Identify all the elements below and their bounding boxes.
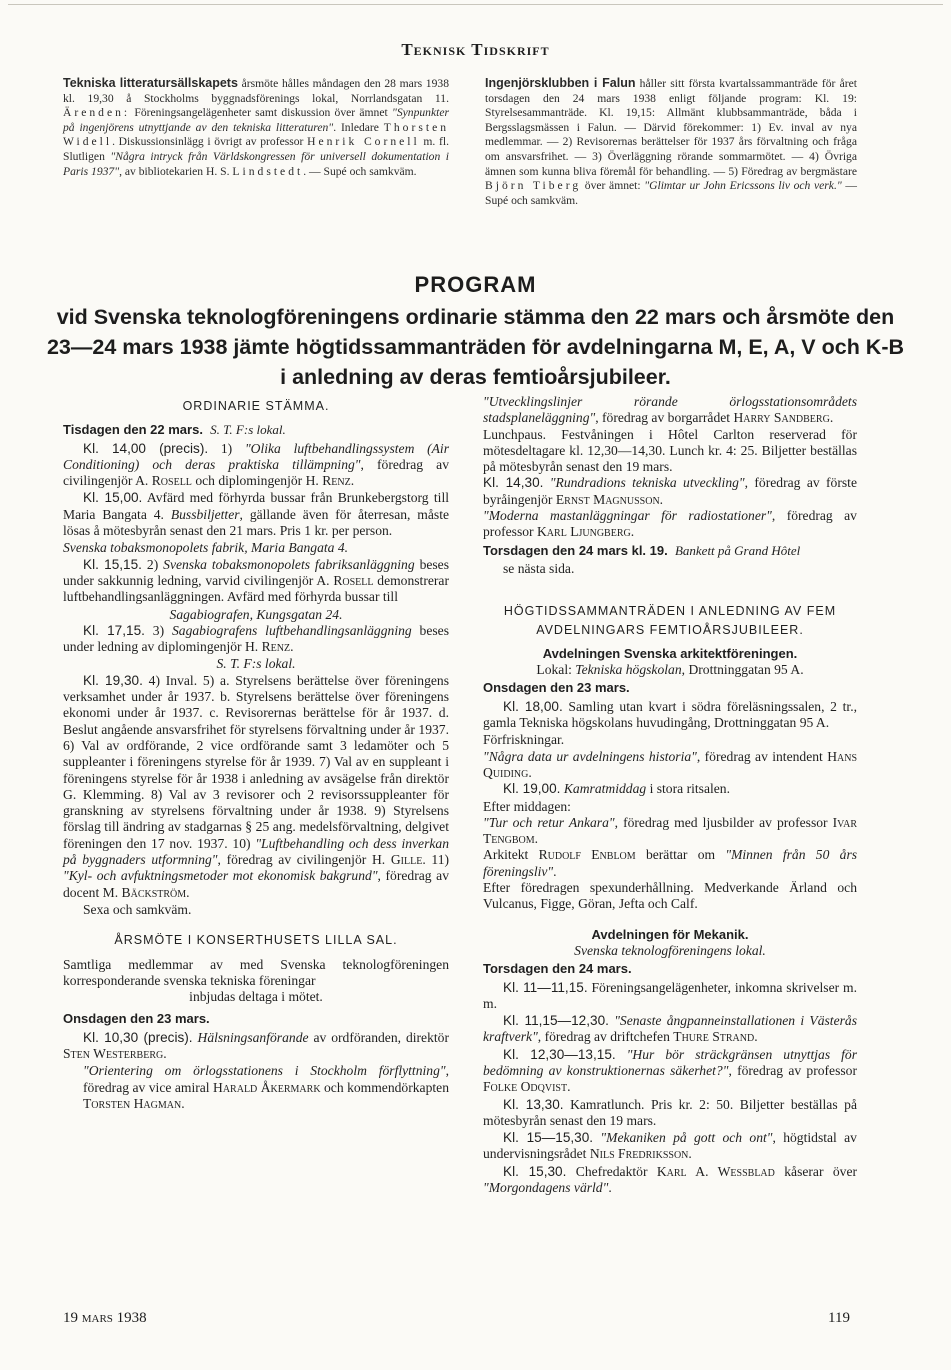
location: Tekniska högskolan: [575, 662, 682, 678]
text: Kamratlunch. Pris kr. 2: 50. Biljetter beställas på mötesbyrån senast den 19 mars.: [483, 1096, 857, 1128]
location-line: [63, 607, 449, 623]
agenda-item: [63, 441, 449, 490]
day-label: Torsdagen den 24 mars kl. 19.: [483, 542, 668, 558]
text: Chefredaktör: [566, 1163, 657, 1179]
time: Kl. 19,30.: [83, 672, 143, 688]
intro-text: inbjudas deltaga i mötet.: [189, 989, 323, 1005]
text: och diplomingenjör H.: [191, 473, 323, 489]
location-line: [483, 662, 857, 678]
section-heading: ÅRSMÖTE I KONSERTHUSETS LILLA SAL.: [114, 933, 398, 948]
text-line: Efter föredragen spexunderhållning. Medverkande Ärland och Vulcanus, Figge, Göran, Jefta och Calf.: [483, 880, 857, 912]
org-name: Ingenjörsklubben i Falun: [485, 76, 636, 90]
text: .: [608, 1180, 612, 1196]
text: .: [829, 410, 834, 426]
time: Kl. 11—11,15.: [503, 979, 588, 995]
text: och kommendörkapten: [320, 1079, 449, 1095]
text: , föredrag av vice amiral: [83, 1063, 449, 1095]
person-name: Lindstedt: [232, 164, 304, 178]
day-heading: Onsdagen den 23 mars.: [483, 680, 630, 696]
text: .: [181, 1095, 185, 1111]
day-heading: [483, 543, 857, 559]
division-heading: Avdelningen Svenska arkitektföreningen.: [542, 645, 798, 661]
agenda-item: [483, 1047, 857, 1096]
text: [616, 1047, 627, 1062]
agenda-item: [483, 1013, 857, 1046]
lecture-title: "Några intryck från Världskongressen för universell dokumentation i Paris 1937": [63, 149, 449, 178]
person-name: Torsten Hagman: [83, 1095, 182, 1111]
time: Kl. 19,00.: [503, 781, 561, 797]
text: av ordföranden, direktör: [308, 1029, 449, 1045]
text: 3): [144, 622, 172, 638]
lecture-title: "Mekaniken på gott och ont": [600, 1130, 773, 1146]
time: Kl. 15,15.: [83, 556, 142, 572]
text: 4) Inval. 5) a. Styrelsens berättelse över föreningens verksamhet under år 1937. b. Styrelsens berättelse över föreningens ekonomi under år 1937. c. Revisorernas berättelse för år 1937. d. Beslut angående ansvarsfrihet för styrelsens förvaltning under år 1937. 6) Val av ordförande, 2 vice ordförande samt 3 ledamöter och 5 suppleanter i föreningens styrelse för år 1939. 7) Val av en suppleant i föreningens styrelse för år 1938 i anledning av avsägelse från direktör G. Klemming. 8) Val av 3 revisorer och 2 revisorssuppleanter för granskning av styrelsens förvaltning under år 1938. 9) Styrelsens förslag till ändring av stadgarnas § 25 ang. medelsförvaltning, delgivet föreningen den 17 nov. 1937. 10): [63, 672, 449, 851]
location-line: [63, 656, 449, 672]
right-column: [483, 394, 857, 1197]
person-name: Hans Quiding: [483, 748, 858, 780]
org-name: Tekniska litteratursällskapets: [63, 76, 238, 90]
text: m. fl. Slutligen: [63, 135, 449, 163]
time: Kl. 13,30.: [503, 1096, 564, 1112]
text: , föredrag av professor: [728, 1062, 857, 1078]
agenda-item: [63, 490, 449, 539]
person-name: Thure Strand: [673, 1029, 755, 1045]
lecture-title: "Rundradions tekniska utveckling": [549, 475, 745, 491]
agenda-item: [483, 1164, 857, 1197]
time: Kl. 15—15,30.: [503, 1130, 594, 1146]
text: .: [567, 1079, 571, 1095]
text: årsmöte hålles måndagen den 28 mars 1938 kl. 19,30 å Stockholms byggnadsförenings lokal, Norrlandsgatan 11.: [63, 77, 449, 105]
lecture-title: "Synpunkter på ingenjörens utnyttjande av den tekniska litteraturen": [63, 106, 449, 134]
text: .: [186, 884, 190, 900]
day-heading: [63, 422, 449, 438]
text: .: [163, 1045, 167, 1061]
text: Avfärd med förhyrda bussar från Brunkebergstorg till Maria Bangata 4.: [63, 490, 450, 522]
lecture-title: "Morgondagens värld": [483, 1180, 609, 1196]
text: kåserar över: [774, 1163, 858, 1179]
lecture-title: "Glimtar ur John Ericssons liv och verk.": [644, 179, 842, 193]
left-column: [63, 394, 449, 1112]
text: Arkitekt: [483, 847, 539, 863]
text: Föreningsangelägenheter, inkomna skrivelser m. m.: [483, 979, 857, 1011]
text: , föredrag av borgarrådet: [595, 410, 734, 426]
person-name: Folke Odqvist: [483, 1079, 568, 1095]
person-name: Henrik Cornell: [307, 135, 420, 149]
top-rule: [8, 4, 943, 5]
text: .: [630, 524, 635, 540]
person-name: Renz: [322, 473, 351, 489]
text: beses under sakkunnig ledning, varvid civilingenjör A.: [63, 556, 450, 588]
lecture-title: "Senaste ångpanneinstallationen i Västerås kraftverk": [483, 1013, 857, 1045]
day-label: Tisdagen den 22 mars.: [63, 422, 203, 438]
text: , gällande även för återresan, måste lösas å mötesbyrån senast den 21 mars. Pris 1 kr. per person.: [63, 506, 450, 539]
agenda-item: [63, 557, 449, 606]
text: .: [350, 473, 355, 489]
person-name: Harald Åkermark: [213, 1079, 321, 1095]
emphasis: Sagabiografens luftbehandlingsanläggning: [171, 622, 412, 638]
day-heading: Torsdagen den 24 mars.: [483, 961, 632, 977]
person-name: Karl Ljungberg: [536, 524, 631, 540]
time: Kl. 17,15.: [83, 622, 145, 638]
lecture-title: "Kyl- och avfuktningsmetoder mot ekonomisk bakgrund": [63, 868, 378, 884]
section-heading: HÖGTIDSSAMMANTRÄDEN I ANLEDNING AV FEM: [503, 604, 837, 619]
emphasis: Hälsningsanförande: [197, 1029, 309, 1045]
emphasis: Svenska tobaksmonopolets fabriksanläggning: [163, 556, 415, 572]
agenda-item: [483, 815, 857, 848]
lecture-title: "Moderna mastanläggningar för radiostationer": [483, 508, 772, 524]
agenda-item: [483, 781, 857, 797]
person-name: Ernst Magnusson: [555, 491, 660, 507]
text: , föredrag av intendent: [696, 748, 828, 764]
agenda-item: [483, 1097, 857, 1130]
lecture-title: "Hur bör sträckgränsen utnyttjas för bedömning av konstruktionernas säkerhet?": [483, 1046, 857, 1078]
person-name: Renz: [261, 639, 291, 655]
person-name: Gille: [390, 852, 423, 868]
time: Kl. 15,00.: [83, 490, 143, 506]
text: i stora ritsalen.: [646, 781, 730, 797]
text: .: [754, 1029, 758, 1045]
see-next-page: se nästa sida.: [503, 560, 575, 576]
emphasis: Kamratmiddag: [563, 781, 647, 797]
person-name: Harry Sandberg: [733, 410, 830, 426]
location: Svenska tobaksmonopolets fabrik, Maria Bangata 4.: [63, 540, 349, 556]
person-name: Karl A. Wessblad: [656, 1163, 775, 1179]
time: Kl. 18,00.: [503, 698, 563, 714]
lecture-title: "Orientering om örlogsstationens i Stockholm förflyttning": [83, 1063, 446, 1079]
event-title: Bankett på Grand Hôtel: [674, 542, 801, 558]
page-header: [0, 40, 951, 60]
lecture-title: "Tur och retur Ankara": [483, 814, 615, 830]
text: , föredrag av driftchefen: [537, 1029, 674, 1045]
text: , föredrag av professor: [483, 508, 857, 540]
time: Kl. 10,30 (precis).: [83, 1029, 193, 1045]
closing-line: Sexa och samkväm.: [83, 901, 192, 917]
text: 2): [141, 556, 164, 572]
agenda-item: [483, 394, 857, 427]
section-heading: ORDINARIE STÄMMA.: [182, 399, 330, 413]
agenda-item: [63, 623, 449, 656]
program-subtitle-3: i anledning av deras femtioårsjubileer.: [280, 365, 671, 389]
person-name: Thorsten Widell: [63, 120, 450, 149]
text: , högtidstal av undervisningsrådet: [483, 1130, 857, 1162]
text: .: [534, 831, 539, 847]
text: .: [528, 764, 532, 780]
day-heading: Onsdagen den 23 mars.: [63, 1011, 210, 1027]
agenda-item: [483, 749, 857, 782]
location: S. T. F:s lokal.: [210, 422, 286, 438]
lecture-title: "Olika luftbehandlingssystem (Air Conditioning) och deras praktiska tillämpning": [63, 440, 450, 472]
text: .: [553, 863, 557, 879]
text: , föredrag med ljusbilder av professor: [614, 814, 833, 830]
text: , av bibliotekarien H. S.: [119, 164, 233, 178]
text: Lokal:: [536, 662, 576, 678]
person-name: Sten Westerberg: [63, 1045, 164, 1061]
division-heading: Avdelningen för Mekanik.: [591, 926, 749, 942]
program-subtitle-1: vid Svenska teknologföreningens ordinarie stämma den 22 mars och årsmöte den: [56, 305, 895, 329]
person-name: Bäckström: [121, 884, 187, 900]
text: berättar om: [635, 847, 726, 863]
text: beses under ledning av diplomingenjör H.: [63, 622, 449, 655]
agenda-item: [63, 1063, 449, 1112]
journal-title: Teknisk Tidskrift: [401, 40, 550, 59]
notice-ingenjorsklubben: [485, 76, 857, 208]
location: S. T. F:s lokal.: [216, 656, 296, 672]
text: .: [659, 491, 664, 507]
location-line: [483, 943, 857, 959]
location-line: [63, 540, 449, 556]
time: Kl. 15,30.: [503, 1163, 567, 1179]
notice-litteratursallskapet: [63, 76, 449, 179]
text: . Diskussionsinlägg i övrigt av professor: [112, 135, 308, 149]
agenda-item: [483, 1130, 857, 1163]
text-line: Förfriskningar.: [483, 732, 565, 748]
location: Sagabiografen, Kungsgatan 24.: [169, 606, 343, 622]
text-line: Efter middagen:: [483, 798, 571, 814]
program-subtitle-2: 23—24 mars 1938 jämte högtidssammanträden för avdelningarna M, E, A, V och K-B: [46, 335, 905, 359]
text: . Inledare: [333, 120, 384, 134]
text: över ämnet:: [581, 179, 645, 193]
agenda-item: [483, 475, 857, 508]
text: , föredrag av civilingenjör A.: [63, 456, 449, 489]
agenda-item: [63, 1030, 449, 1063]
person-name: Rosell: [151, 473, 192, 489]
person-name: Ivar Tengbom: [483, 814, 857, 847]
text: — Supé och samkväm.: [485, 179, 857, 207]
person-name: Nils Fredriksson: [589, 1146, 689, 1162]
text: . — Supé och samkväm.: [303, 164, 417, 178]
lecture-title: "Utvecklingslinjer rörande örlogsstationsområdets stadsplaneläggning": [483, 394, 857, 426]
text: håller sitt första kvartalssammanträde för året torsdagen den 24 mars 1938 enligt följande program: Kl. 19: Styrelsesammanträde. Kl. 19,15: Allmänt klubbsammanträde, båda i Bergsslagsmässen i Falun. — Därvid förekommer: 1) Ev. inval av nya medlemmar. — 2) Revisorernas berättelser för 1937 års förvaltning och fråga om ansvarsfrihet. — 3) Överläggning rörande sommarmötet. — 4) Övriga ämnen som kunna bliva föremål för behandling. — 5) Föredrag av bergmästare: [485, 77, 857, 178]
text: . 11): [422, 852, 450, 868]
emphasis: Bussbiljetter: [170, 506, 240, 522]
location: Svenska teknologföreningens lokal.: [574, 942, 766, 958]
lecture-title: "Minnen från 50 års föreningsliv": [483, 847, 858, 879]
lecture-title: "Luftbehandling och dess inverkan på byggnaders utformning": [63, 835, 450, 868]
text: , föredrag av docent M.: [63, 868, 449, 900]
time: Kl. 14,30.: [483, 475, 544, 491]
agenda-item: [483, 980, 857, 1013]
text: demonstrerar luftbehandlingsanläggningen. Avfärd med förhyrda bussar till: [63, 572, 449, 605]
program-title: PROGRAM: [414, 272, 537, 297]
text: , föredrag av förste byråingenjör: [483, 475, 857, 507]
agenda-item: [483, 847, 857, 880]
text: Samling utan kvart i södra föreläsningssalen, 2 tr., gamla Tekniska högskolans huvudingång, Drottninggatan 95 A.: [483, 698, 858, 731]
lunch-info: Lunchpaus. Festvåningen i Hôtel Carlton reserverad för mötesdeltagare kl. 12,30—14,30. Lunch kr. 4: 25. Biljetter beställas på mötesbyrån senast den 19 mars.: [483, 426, 857, 475]
program-heading: [40, 272, 911, 392]
time: Kl. 14,00 (precis).: [83, 440, 209, 456]
page-number: 119: [828, 1310, 850, 1326]
label: Ärenden:: [63, 106, 131, 120]
intro-text: Samtliga medlemmar av med Svenska teknologföreningen korresponderande svenska tekniska föreningar: [63, 956, 449, 988]
agenda-item: [63, 673, 449, 901]
section-heading: AVDELNINGARS FEMTIOÅRSJUBILEER.: [536, 622, 804, 637]
person-name: Rosell: [333, 572, 374, 588]
agenda-item: [483, 699, 857, 732]
text: , Drottninggatan 95 A.: [681, 662, 804, 678]
person-name: Björn Tiberg: [485, 179, 582, 193]
person-name: Rudolf Enblom: [538, 847, 636, 863]
issue-date: 19 mars 1938: [63, 1310, 147, 1326]
text: Föreningsangelägenheter samt diskussion över ämnet: [130, 106, 392, 120]
text: .: [688, 1146, 692, 1162]
lecture-title: "Några data ur avdelningens historia": [483, 748, 697, 764]
agenda-item: [483, 508, 857, 541]
time: Kl. 11,15—12,30.: [503, 1013, 609, 1029]
text: .: [290, 639, 294, 655]
text: 1): [208, 440, 245, 456]
time: Kl. 12,30—13,15.: [503, 1046, 616, 1062]
text: , föredrag av civilingenjör H.: [217, 852, 391, 868]
